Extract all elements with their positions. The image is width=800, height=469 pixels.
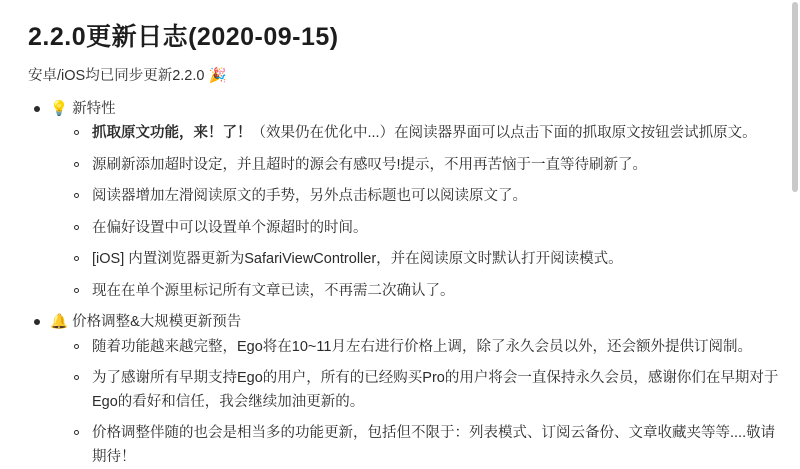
section-new-features: [28, 98, 782, 303]
bullet-icon: [34, 319, 40, 325]
bullet-icon: [34, 106, 40, 112]
bullet-hollow-icon: [74, 162, 79, 167]
list-item: [72, 248, 782, 271]
section-title: [50, 98, 782, 120]
bullet-hollow-icon: [74, 225, 79, 230]
item-text: （效果仍在优化中...）在阅读器界面可以点击下面的抓取原文按钮尝试抓原文。: [251, 125, 757, 142]
bullet-hollow-icon: [74, 193, 79, 198]
vertical-scrollbar[interactable]: [792, 2, 798, 192]
section-title: [50, 311, 782, 333]
bullet-hollow-icon: [74, 288, 79, 293]
item-text: 源刷新添加超时设定，并且超时的源会有感叹号!提示，不用再苦恼于一直等待刷新了。: [92, 156, 648, 173]
page-title: 2.2.0更新日志(2020-09-15): [28, 23, 339, 51]
bullet-hollow-icon: [74, 375, 79, 380]
bullet-hollow-icon: [74, 130, 79, 135]
item-text: 随着功能越来越完整，Ego将在10~11月左右进行价格上调，除了永久会员以外，还会额外提供订阅制。: [92, 338, 752, 355]
list-item: [72, 422, 782, 469]
list-item: [72, 154, 782, 177]
item-text: 在偏好设置中可以设置单个源超时的时间。: [92, 219, 368, 236]
list-item: [72, 280, 782, 303]
bell-icon: 🔔: [50, 314, 69, 331]
bullet-hollow-icon: [74, 344, 79, 349]
section-item-list: [50, 336, 782, 469]
bullet-hollow-icon: [74, 256, 79, 261]
section-item-list: [50, 122, 782, 303]
section-price-adjustment: [28, 311, 782, 469]
intro-text: 安卓/iOS均已同步更新2.2.0 🎉: [28, 68, 227, 84]
list-item: [72, 367, 782, 414]
list-item: [72, 185, 782, 208]
item-text: 价格调整伴随的也会是相当多的功能更新，包括但不限于：列表模式、订阅云备份、文章收藏夹等等....敬请期待！: [92, 425, 776, 465]
list-item: [72, 217, 782, 240]
lightbulb-icon: 💡: [50, 100, 69, 117]
bullet-hollow-icon: [74, 430, 79, 435]
item-text: 现在在单个源里标记所有文章已读，不再需二次确认了。: [92, 282, 455, 299]
list-item: [72, 122, 782, 145]
item-text: 为了感谢所有早期支持Ego的用户，所有的已经购买Pro的用户将会一直保持永久会员，感谢你们在早期对于Ego的看好和信任，我会继续加油更新的。: [92, 370, 779, 410]
section-label: 价格调整&大规模更新预告: [72, 314, 242, 331]
item-bold-prefix: 抓取原文功能，来！了！: [92, 125, 252, 142]
item-text: [iOS] 内置浏览器更新为SafariViewController，并在阅读原文时默认打开阅读模式。: [92, 251, 623, 268]
changelog-sections: [28, 98, 782, 469]
section-label: 新特性: [72, 100, 116, 117]
list-item: [72, 336, 782, 359]
item-text: 阅读器增加左滑阅读原文的手势，另外点击标题也可以阅读原文了。: [92, 188, 527, 205]
